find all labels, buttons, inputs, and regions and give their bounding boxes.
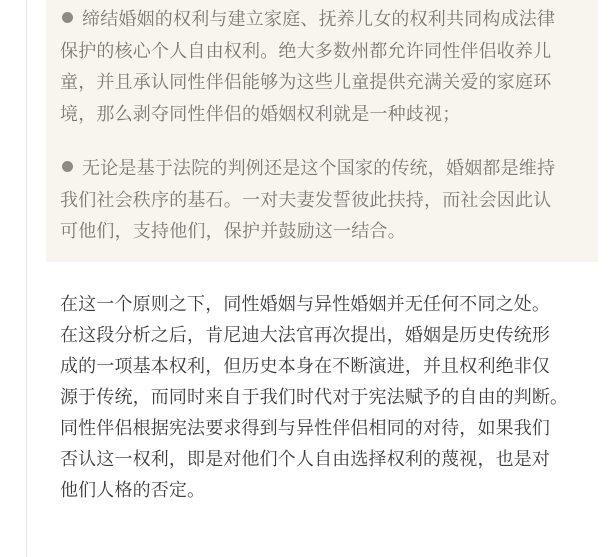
quote-bullet-1-line-2: 保护的核心个人自由权利。绝大多数州都允许同性伴侣收养儿 [60,40,552,62]
quote-bullet-1-line-4: 境，那么剥夺同性伴侣的婚姻权利就是一种歧视； [60,103,461,125]
paragraph-line-2: 在这段分析之后，肯尼迪大法官再次提出，婚姻是历史传统形 [60,325,551,346]
paragraph-line-4: 源于传统，而同时来自于我们时代对于宪法赋予的自由的判断。 [60,387,569,408]
quote-bullet-2-line-2: 我们社会秩序的基石。一对夫妻发誓彼此扶持，而社会因此认 [60,189,552,211]
quote-bullet-1-line-1: 缔结婚姻的权利与建立家庭、抚养儿女的权利共同构成法律 [82,9,556,30]
body-paragraph [60,289,608,506]
paragraph-line-7: 他们人格的否定。 [60,480,206,501]
left-margin-rule [26,0,27,557]
quote-bullet-2 [60,153,596,248]
paragraph-line-5: 同性伴侣根据宪法要求得到与异性伴侣相同的对待，如果我们 [60,418,551,439]
quote-bullet-2-line-1: 无论是基于法院的判例还是这个国家的传统，婚姻都是维持 [82,158,556,179]
quote-bullet-2-line-3: 可他们，支持他们，保护并鼓励这一结合。 [60,221,406,242]
paragraph-line-6: 否认这一权利，即是对他们个人自由选择权利的蔑视，也是对 [60,449,551,470]
paragraph-line-3: 成的一项基本权利，但历史本身在不断演进，并且权利绝非仅 [60,356,551,377]
paragraph-line-1: 在这一个原则之下，同性婚姻与异性婚姻并无任何不同之处。 [60,294,551,315]
quote-bullet-1-line-3: 童，并且承认同性伴侣能够为这些儿童提供充满关爱的家庭环 [60,72,552,93]
quote-bullet-1 [60,4,596,130]
